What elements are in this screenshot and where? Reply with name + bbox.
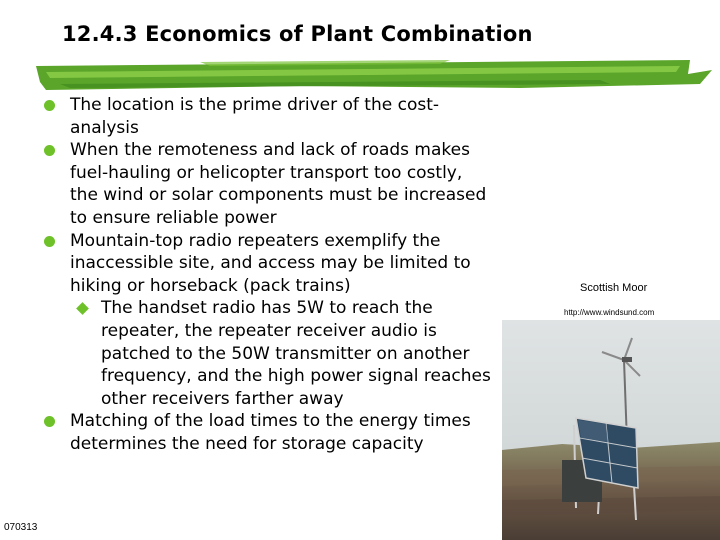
- bullet-item: [44, 139, 494, 229]
- bullet-text: Matching of the load times to the energy times determines the need for storage capacity: [70, 411, 471, 454]
- image-source-url: http://www.windsund.com: [564, 308, 655, 317]
- sub-bullet-item: [44, 297, 494, 410]
- sub-bullet-text: The handset radio has 5W to reach the repeater, the repeater receiver audio is patched to the 50W transmitter on another frequency, and the high power signal reaches other receivers farther away: [101, 298, 491, 409]
- diamond-bullet-icon: [76, 302, 89, 315]
- bullet-text: The location is the prime driver of the cost-analysis: [70, 95, 440, 138]
- bullet-dot-icon: [44, 416, 55, 427]
- image-caption: Scottish Moor: [580, 282, 648, 294]
- bullet-dot-icon: [44, 236, 55, 247]
- bullet-list: [44, 94, 494, 456]
- bullet-item: [44, 230, 494, 298]
- slide-title: 12.4.3 Economics of Plant Combination: [62, 22, 533, 46]
- bullet-text: Mountain-top radio repeaters exemplify the inaccessible site, and access may be limited to hiking or horseback (pack trains): [70, 230, 471, 296]
- bullet-item: [44, 94, 494, 139]
- wind-solar-photo: [502, 320, 720, 540]
- bullet-text: When the remoteness and lack of roads makes fuel-hauling or helicopter transport too costly, the wind or solar components must be increased to ensure reliable power: [70, 140, 487, 228]
- bullet-dot-icon: [44, 100, 55, 111]
- footer-code: 070313: [4, 522, 38, 533]
- bullet-dot-icon: [44, 145, 55, 156]
- bullet-item: [44, 410, 494, 455]
